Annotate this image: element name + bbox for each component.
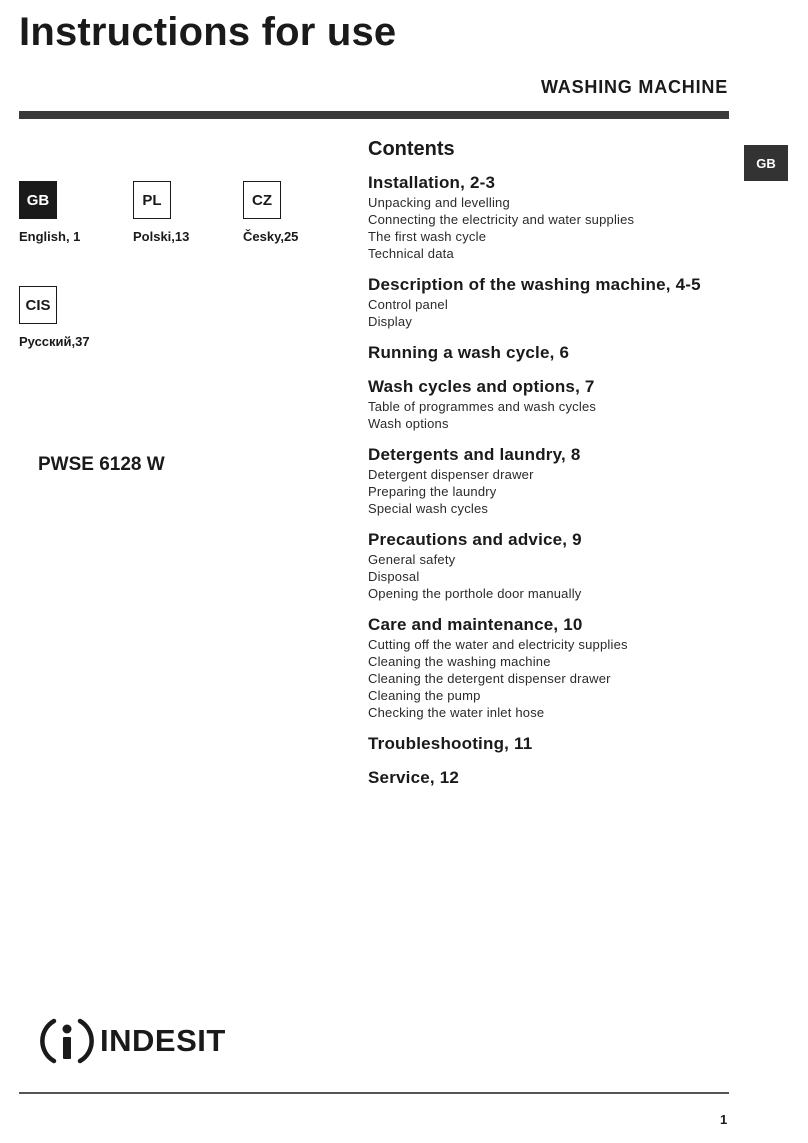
language-cz[interactable] [243, 181, 298, 244]
toc-item[interactable]: Cleaning the washing machine [368, 654, 551, 669]
language-code-badge: CZ [243, 181, 281, 219]
language-gb[interactable] [19, 181, 80, 244]
toc-item[interactable]: Disposal [368, 569, 420, 584]
language-code-badge: GB [19, 181, 57, 219]
table-of-contents [368, 138, 738, 800]
toc-item[interactable]: Detergent dispenser drawer [368, 467, 534, 482]
toc-item[interactable]: Technical data [368, 246, 454, 261]
page-title: Instructions for use [19, 10, 397, 54]
toc-item[interactable]: Checking the water inlet hose [368, 705, 545, 720]
toc-section-title[interactable]: Wash cycles and options, 7 [368, 377, 595, 396]
language-code-badge: CIS [19, 286, 57, 324]
brand-logo [40, 1015, 226, 1067]
toc-item[interactable]: The first wash cycle [368, 229, 487, 244]
language-code-badge: PL [133, 181, 171, 219]
language-label: English, 1 [19, 229, 81, 244]
toc-section-title[interactable]: Care and maintenance, 10 [368, 615, 583, 634]
toc-section-title[interactable]: Detergents and laundry, 8 [368, 445, 581, 464]
toc-item[interactable]: Unpacking and levelling [368, 195, 510, 210]
toc-section [368, 528, 738, 602]
toc-item[interactable]: Table of programmes and wash cycles [368, 399, 597, 414]
toc-section [368, 375, 738, 432]
toc-section [368, 273, 738, 330]
toc-section-title[interactable]: Service, 12 [368, 768, 460, 787]
toc-item[interactable]: Preparing the laundry [368, 484, 497, 499]
toc-item[interactable]: Display [368, 314, 413, 329]
page-number: 1 [720, 1112, 728, 1127]
toc-item[interactable]: Cleaning the pump [368, 688, 481, 703]
header-divider [19, 111, 729, 119]
toc-section [368, 766, 738, 789]
model-number: PWSE 6128 W [38, 454, 165, 475]
toc-section [368, 732, 738, 755]
language-side-tab: GB [744, 145, 788, 181]
toc-section-title[interactable]: Installation, 2-3 [368, 173, 496, 192]
toc-section [368, 613, 738, 721]
language-pl[interactable] [133, 181, 189, 244]
toc-item[interactable]: Opening the porthole door manually [368, 586, 582, 601]
language-label: Česky,25 [243, 229, 299, 244]
brand-name: INDESIT [100, 1023, 226, 1058]
language-label: Polski,13 [133, 229, 190, 244]
language-label: Русский,37 [19, 334, 90, 349]
toc-section [368, 171, 738, 262]
indesit-logo-icon [40, 1015, 94, 1067]
toc-section [368, 341, 738, 364]
footer-divider [19, 1092, 729, 1094]
toc-section-title[interactable]: Precautions and advice, 9 [368, 530, 582, 549]
toc-section [368, 443, 738, 517]
toc-item[interactable]: Special wash cycles [368, 501, 489, 516]
toc-item[interactable]: Cleaning the detergent dispenser drawer [368, 671, 611, 686]
toc-section-title[interactable]: Running a wash cycle, 6 [368, 343, 570, 362]
contents-heading: Contents [368, 138, 455, 160]
toc-section-title[interactable]: Description of the washing machine, 4-5 [368, 275, 701, 294]
language-cis[interactable] [19, 286, 90, 349]
toc-item[interactable]: Connecting the electricity and water supplies [368, 212, 635, 227]
toc-item[interactable]: General safety [368, 552, 456, 567]
toc-section-title[interactable]: Troubleshooting, 11 [368, 734, 533, 753]
document-subtitle: WASHING MACHINE [541, 77, 728, 97]
toc-item[interactable]: Wash options [368, 416, 449, 431]
toc-item[interactable]: Cutting off the water and electricity supplies [368, 637, 628, 652]
toc-item[interactable]: Control panel [368, 297, 448, 312]
